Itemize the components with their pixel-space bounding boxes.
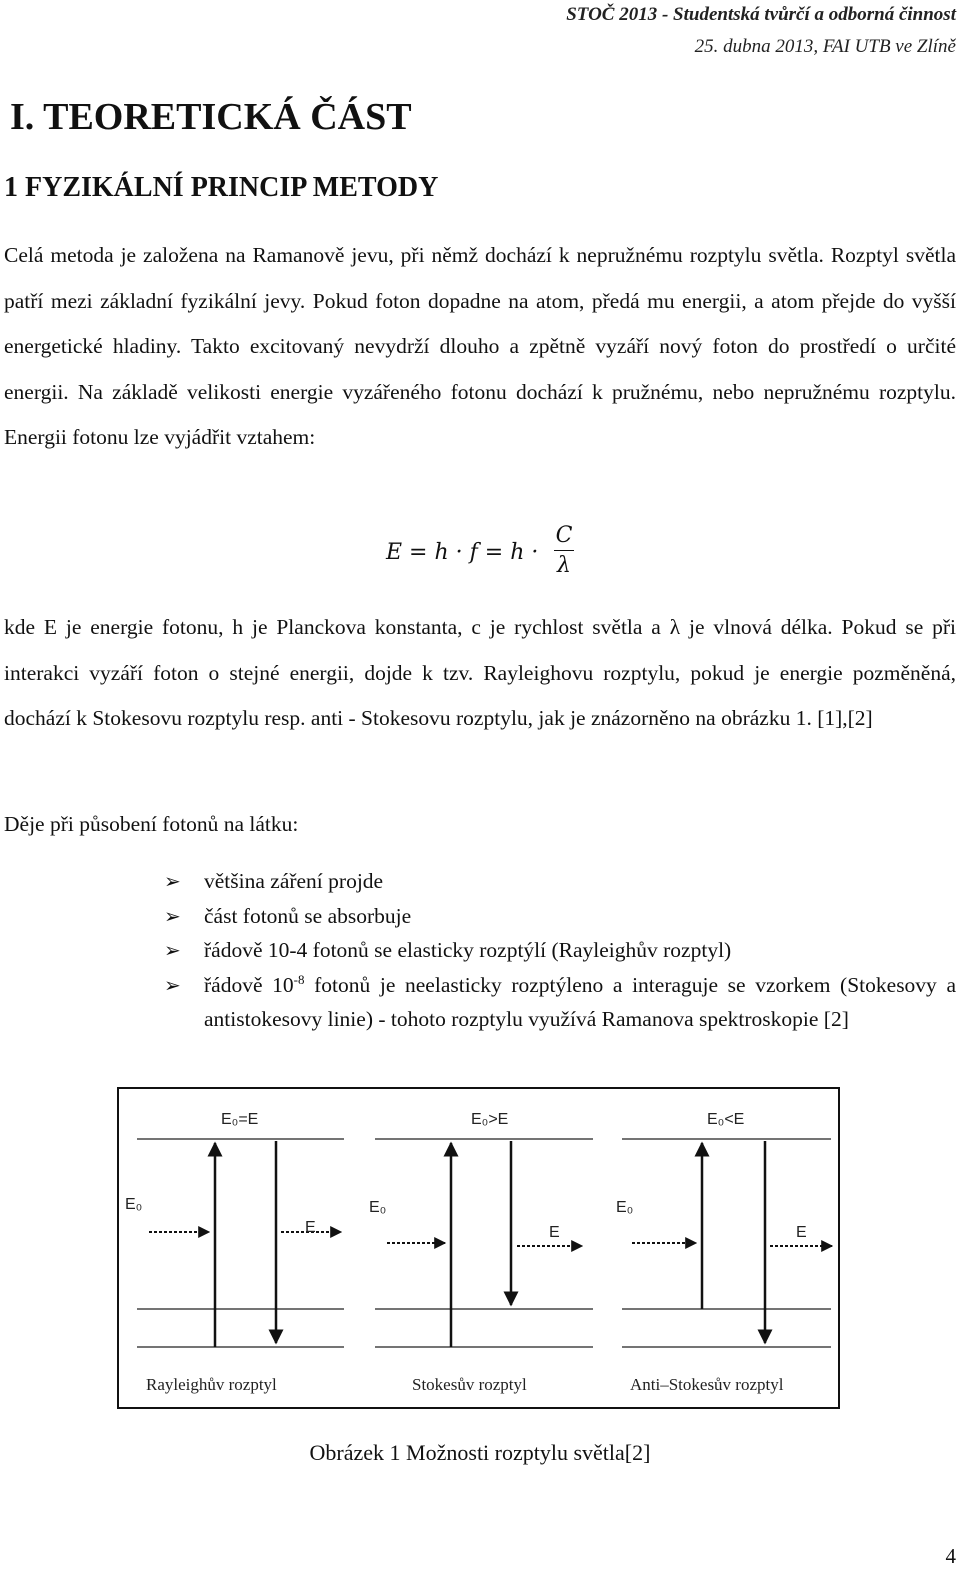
running-header-date: 25. dubna 2013, FAI UTB ve Zlíně (694, 36, 956, 57)
exponent: -8 (293, 971, 305, 987)
formula-lhs: E = h · f = h · (386, 540, 539, 565)
scattered-energy-label: E (796, 1224, 807, 1241)
panel-caption: Anti–Stokesův rozptyl (630, 1375, 784, 1394)
list-item: ➢ řádově 10-4 fotonů se elasticky rozptýlí (Rayleighův rozptyl) (164, 933, 956, 968)
panel-caption: Stokesův rozptyl (412, 1375, 527, 1394)
part-title: I. TEORETICKÁ ČÁST (10, 96, 412, 138)
formula-fraction (554, 522, 574, 581)
intro-paragraph: Celá metoda je založena na Ramanově jevu, při němž dochází k nepružnému rozptylu světla. Rozptyl světla patří mezi základní fyzikální jevy. Pokud foton dopadne na atom, předá mu energii, a atom přejde do vyšší energetické hladiny. Takto excitovaný nevydrží dlouho a zpětně vyzáří nový foton do prostředí o určité energii. Na základě velikosti energie vyzářeného fotonu dochází k pružnému, nebo nepružnému rozptylu. Energii fotonu lze vyjádřit vztahem: (4, 243, 956, 450)
arrow-bullet-icon: ➢ (164, 938, 181, 962)
page-number: 4 (945, 1544, 956, 1568)
rayleigh-panel (125, 1111, 344, 1394)
running-header-title: STOČ 2013 - Studentská tvůrčí a odborná činnost (566, 4, 956, 25)
incident-energy-label: E₀ (369, 1199, 387, 1216)
formula-denominator: λ (557, 553, 571, 578)
arrow-bullet-icon: ➢ (164, 972, 181, 997)
processes-intro: Děje při působení fotonů na látku: (4, 812, 299, 836)
formula-numerator: C (555, 523, 573, 548)
anti-stokes-panel (616, 1111, 832, 1394)
panel-caption: Rayleighův rozptyl (146, 1375, 277, 1394)
incident-energy-label: E₀ (616, 1199, 634, 1216)
list-item: ➢ většina záření projde (164, 864, 956, 899)
arrow-bullet-icon: ➢ (164, 869, 181, 893)
list-item: ➢ řádově $10^{-8}$ fotonů je neelasticky rozptýleno a interaguje se vzorkem (Stokesovy a antistokesovy linie) - tohoto rozptylu využívá Ramanova spektroskopie [2] (164, 968, 956, 1037)
chapter-title: 1 FYZIKÁLNÍ PRINCIP METODY (4, 172, 439, 203)
figure-caption: Obrázek 1 Možnosti rozptylu světla[2] (309, 1440, 651, 1465)
list-item: ➢ část fotonů se absorbuje (164, 899, 956, 934)
arrow-bullet-icon: ➢ (164, 903, 181, 928)
scattered-energy-label: E (305, 1219, 316, 1236)
incident-energy-label: E₀ (125, 1196, 143, 1213)
stokes-panel (369, 1111, 593, 1394)
energy-relation-label: E₀=E (221, 1111, 259, 1128)
explanation-paragraph: kde E je energie fotonu, h je Planckova konstanta, c je rychlost světla a λ je vlnová délka. Pokud se při interakci vyzáří foton o stejné energii, dojde k tzv. Rayleighovu rozptylu, pokud je energie pozměněná, dochází k Stokesovu rozptylu resp. anti - Stokesovu rozptylu, jak je znázorněno na obrázku 1. [1],[2] (4, 615, 956, 731)
processes-list (164, 864, 956, 1037)
scattering-diagram-svg (119, 1089, 838, 1407)
energy-relation-label: E₀<E (707, 1111, 745, 1128)
scattered-energy-label: E (549, 1224, 560, 1241)
scattering-diagram (117, 1087, 840, 1409)
energy-relation-label: E₀>E (471, 1111, 509, 1128)
